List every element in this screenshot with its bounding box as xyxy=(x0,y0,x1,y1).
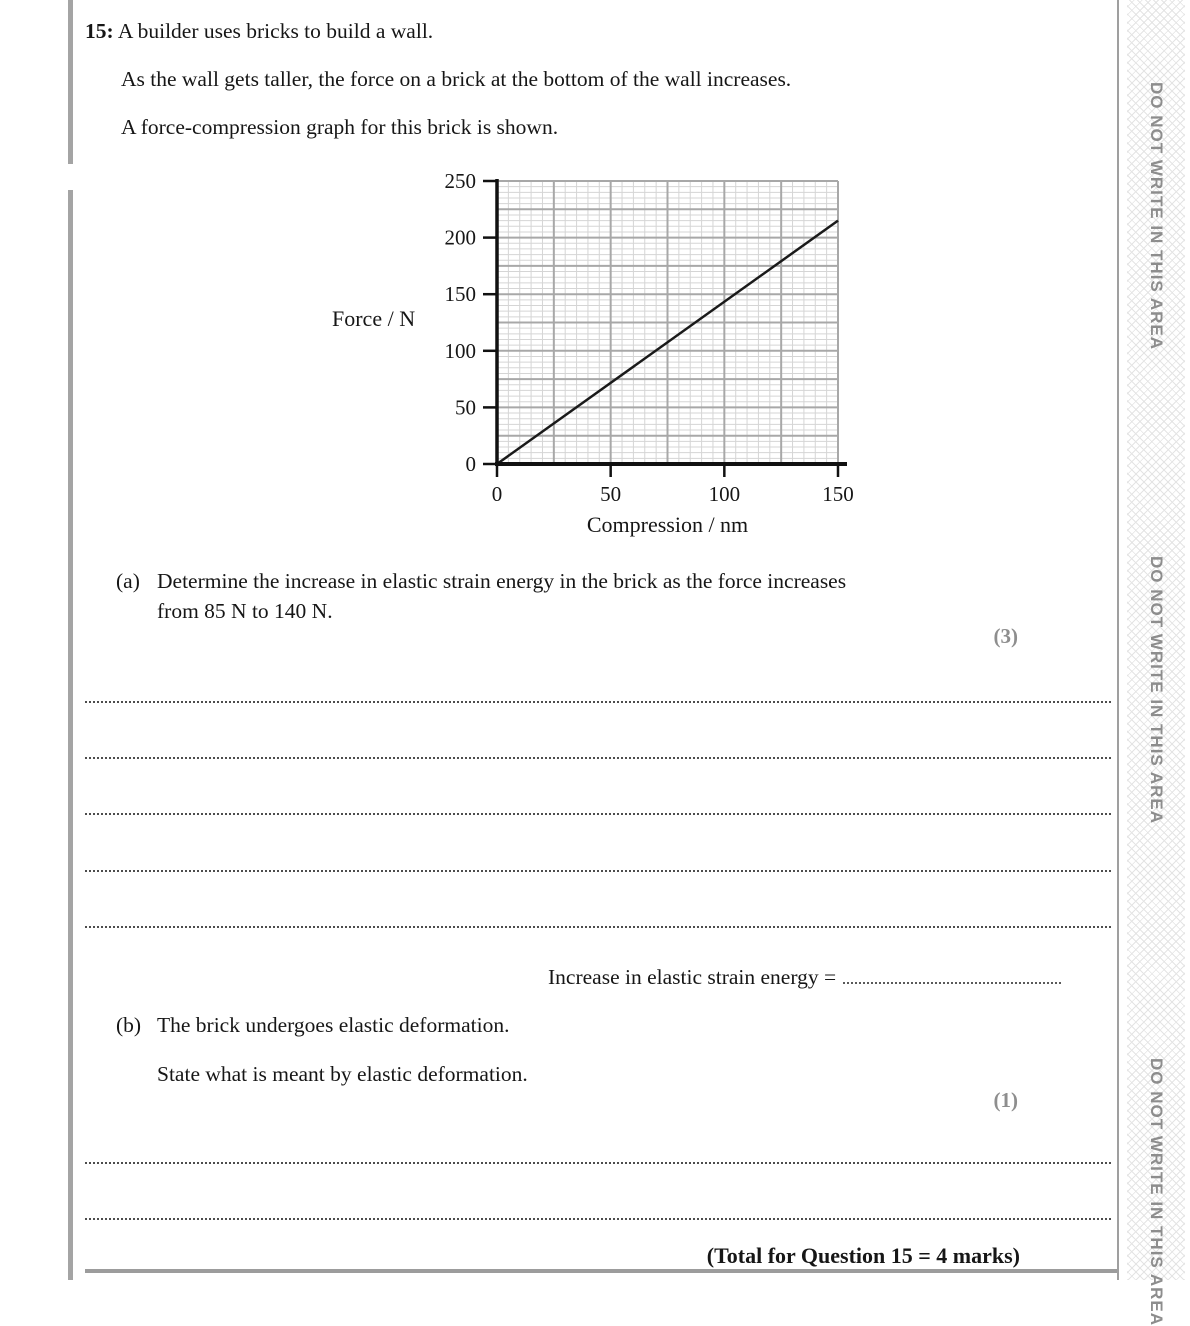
x-tick-label: 0 xyxy=(491,482,503,506)
x-tick-label: 100 xyxy=(708,482,741,506)
left-page-border-bottom xyxy=(68,190,73,1280)
answer-result-row xyxy=(548,961,1061,990)
do-not-write-text: DO NOT WRITE IN THIS AREA xyxy=(1147,82,1166,351)
answer-line xyxy=(85,1160,1111,1164)
answer-line xyxy=(85,868,1111,872)
y-axis-title: Force / N xyxy=(332,306,416,331)
y-tick-label: 150 xyxy=(444,282,476,307)
answer-line xyxy=(85,811,1111,815)
answer-result-blank xyxy=(843,961,1061,984)
part-b-marks: (1) xyxy=(993,1088,1018,1112)
part-a-marks: (3) xyxy=(993,624,1018,648)
part-a-line-1: Determine the increase in elastic strain energy in the brick as the force increases xyxy=(157,569,847,593)
answer-line xyxy=(85,755,1111,759)
y-tick-label: 200 xyxy=(444,225,476,250)
x-tick-label: 150 xyxy=(822,482,854,506)
part-a-label: (a) xyxy=(116,569,140,593)
y-tick-label: 50 xyxy=(455,395,476,420)
y-tick-label: 0 xyxy=(465,452,476,476)
y-tick-label: 250 xyxy=(444,169,476,193)
question-intro-line-3: A force-compression graph for this brick is shown. xyxy=(121,115,559,139)
x-axis-title: Compression / nm xyxy=(586,512,749,537)
left-page-border-top xyxy=(68,0,73,164)
part-b-label: (b) xyxy=(116,1013,142,1037)
question-intro-line-1 xyxy=(85,18,433,44)
part-b-line-2: State what is meant by elastic deformation. xyxy=(157,1062,528,1086)
answer-line xyxy=(85,924,1111,928)
part-b-line-1: The brick undergoes elastic deformation. xyxy=(157,1013,510,1037)
do-not-write-text: DO NOT WRITE IN THIS AREA xyxy=(1147,1058,1166,1326)
question-total: (Total for Question 15 = 4 marks) xyxy=(706,1243,1020,1268)
question-intro-line-2: As the wall gets taller, the force on a brick at the bottom of the wall increases. xyxy=(121,67,792,91)
y-tick-label: 100 xyxy=(444,338,476,363)
page-bottom-rule xyxy=(85,1269,1117,1273)
do-not-write-margin xyxy=(1127,0,1185,1326)
answer-line xyxy=(85,1216,1111,1220)
force-compression-graph xyxy=(320,162,865,547)
do-not-write-text: DO NOT WRITE IN THIS AREA xyxy=(1147,556,1166,825)
question-intro-text: A builder uses bricks to build a wall. xyxy=(117,19,434,43)
right-page-border xyxy=(1117,0,1119,1280)
question-number: 15: xyxy=(85,19,114,43)
answer-line xyxy=(85,699,1111,703)
answer-result-label: Increase in elastic strain energy = xyxy=(548,965,837,989)
x-tick-label: 50 xyxy=(600,482,622,506)
part-a-line-2: from 85 N to 140 N. xyxy=(157,599,333,623)
